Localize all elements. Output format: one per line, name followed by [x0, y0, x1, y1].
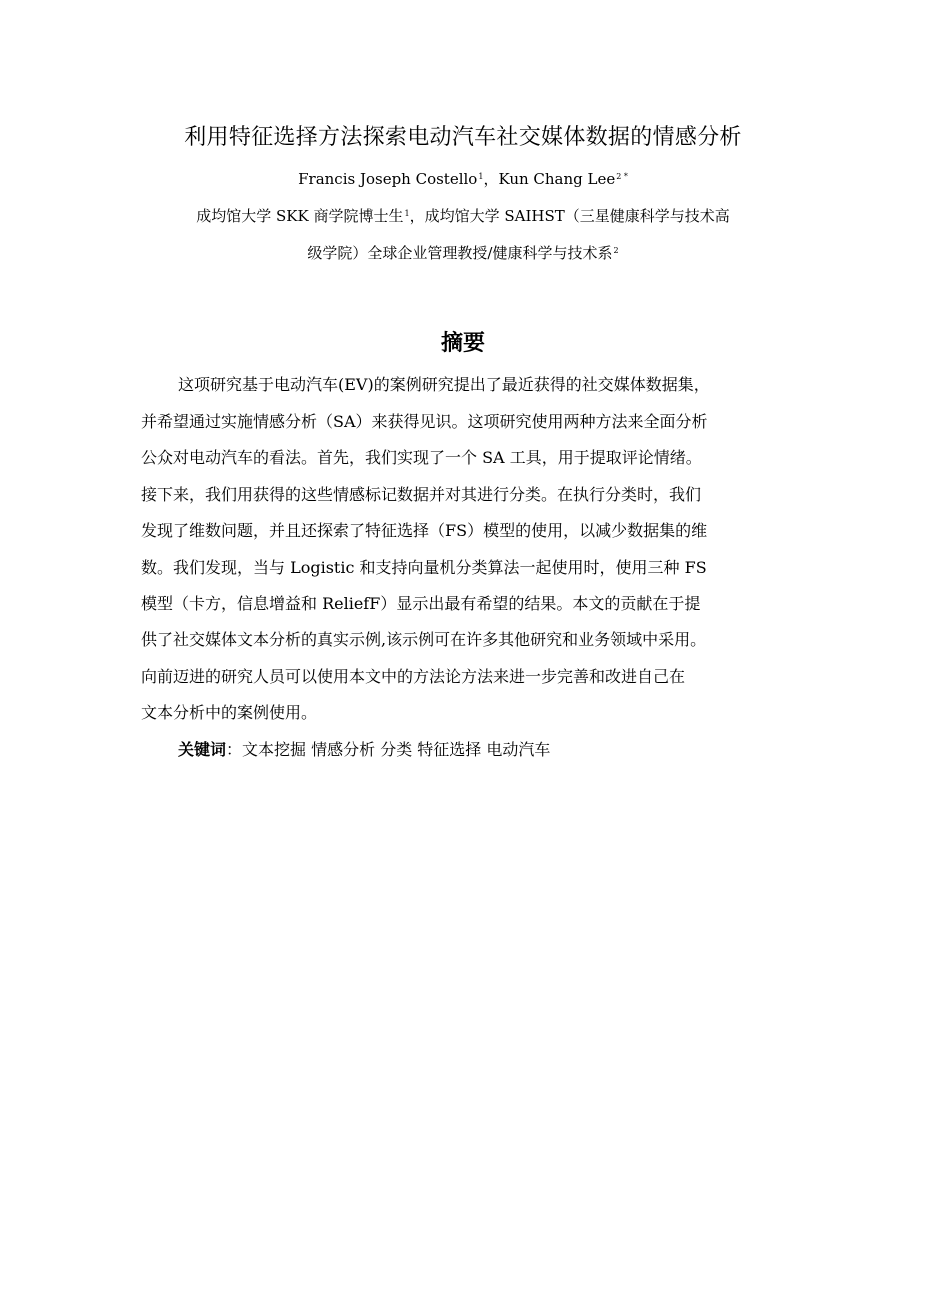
keywords-label: 关键词	[178, 740, 227, 759]
affiliation-line-2	[140, 240, 786, 266]
author-separator: ，	[483, 170, 499, 188]
author-2-superscript: 2 *	[616, 172, 628, 181]
abstract-line: 供了社交媒体文本分析的真实示例,该示例可在许多其他研究和业务领域中采用。	[141, 630, 707, 649]
abstract-line: 向前迈进的研究人员可以使用本文中的方法论方法来进一步完善和改进自己在	[141, 667, 686, 686]
abstract-line: 发现了维数问题，并且还探索了特征选择（FS）模型的使用，以减少数据集的维	[141, 521, 708, 540]
affiliation-2-superscript: 2	[613, 246, 619, 255]
abstract-line: 数。我们发现，当与 Logistic 和支持向量机分类算法一起使用时，使用三种 FS	[141, 558, 707, 577]
affiliation-2-text-end: 级学院）全球企业管理教授/健康科学与技术系	[307, 244, 613, 262]
affiliation-2-text-start: ，成均馆大学 SAIHST（三星健康科学与技术高	[409, 207, 730, 225]
author-1-superscript: 1	[478, 172, 484, 181]
abstract-line: 文本分析中的案例使用。	[141, 703, 318, 722]
abstract-line: 这项研究基于电动汽车(EV)的案例研究提出了最近获得的社交媒体数据集，	[178, 375, 710, 394]
author-2-name: Kun Chang Lee	[498, 170, 616, 188]
abstract-line: 公众对电动汽车的看法。首先，我们实现了一个 SA 工具，用于提取评论情绪。	[141, 448, 702, 467]
keywords-line	[178, 737, 550, 763]
abstract-heading: 摘要	[440, 331, 485, 356]
keywords-value: 文本挖掘 情感分析 分类 特征选择 电动汽车	[242, 740, 551, 759]
abstract-line: 并希望通过实施情感分析（SA）来获得见识。这项研究使用两种方法来全面分析	[141, 412, 708, 431]
abstract-line: 模型（卡方，信息增益和 ReliefF）显示出最有希望的结果。本文的贡献在于提	[141, 594, 701, 613]
affiliation-1-text: 成均馆大学 SKK 商学院博士生	[196, 207, 404, 225]
abstract-line: 接下来，我们用获得的这些情感标记数据并对其进行分类。在执行分类时，我们	[141, 485, 702, 504]
author-line	[0, 166, 926, 192]
keywords-colon: ：	[226, 740, 243, 759]
author-1-name: Francis Joseph Costello	[298, 170, 478, 188]
paper-title: 利用特征选择方法探索电动汽车社交媒体数据的情感分析	[184, 125, 742, 150]
affiliation-line-1	[140, 203, 786, 229]
affiliation-1-superscript: 1	[404, 209, 410, 218]
